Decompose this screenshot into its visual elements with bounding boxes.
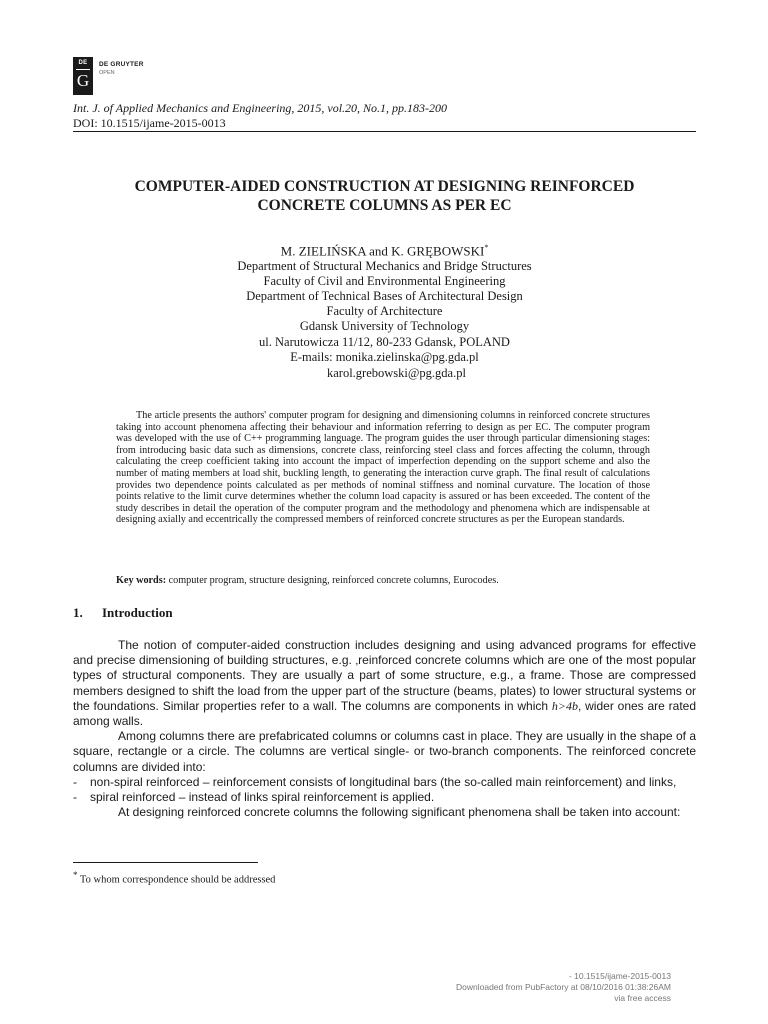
affiliation-line: Department of Structural Mechanics and Bridge Structures [237, 259, 532, 273]
paragraph [73, 638, 696, 729]
section-title: Introduction [102, 605, 173, 620]
keywords-text: computer program, structure designing, reinforced concrete columns, Eurocodes. [166, 575, 499, 586]
stamp-line: via free access [614, 993, 671, 1003]
title-line: CONCRETE COLUMNS AS PER EC [257, 197, 512, 214]
paragraph: Among columns there are prefabricated columns or columns cast in place. They are usually in the shape of a square, rectangle or a circle. The columns are vertical single- or two-branch components. The reinforced concrete columns are divided into: [73, 729, 696, 774]
email-line: E-mails: monika.zielinska@pg.gda.pl [290, 350, 479, 364]
section-heading [73, 605, 173, 621]
abstract [116, 410, 650, 526]
stamp-line: Downloaded from PubFactory at 08/10/2016 01:38:26AM [456, 982, 671, 992]
affiliation-line: ul. Narutowicza 11/12, 80-233 Gdansk, POLAND [259, 335, 510, 349]
body-text [73, 638, 696, 820]
article-title [73, 177, 696, 215]
publisher-sub: OPEN [99, 70, 115, 76]
list-dash: - [73, 790, 77, 805]
list-item [73, 790, 696, 805]
paragraph-text: The notion of computer-aided construction includes designing and using advanced programs for effective and precise dimensioning of building structures, e.g. ‚reinforced concrete columns which are one of the most popular types of structural components. They are usually a part of some structure, e.g., a frame. Those are compressed members designed to shift the load from the upper part of the structure (beams, plates) to lower structural systems or the foundations. Similar properties refer to a wall. The columns are components in which [73, 638, 696, 713]
affiliation-line: Faculty of Architecture [326, 304, 443, 318]
publisher-name [99, 61, 144, 77]
footnote-mark: * [73, 870, 78, 880]
affiliation-line: Faculty of Civil and Environmental Engineering [263, 274, 506, 288]
abstract-text: The article presents the authors' computer program for designing and dimensioning columns in reinforced concrete structures taking into account phenomena affecting their behaviour and information referring to design as per EC. The computer program was developed with the use of C++ programming language. The program guides the user through particular dimensioning stages: from introducing basic data such as dimensions, concrete class, reinforcing steel class and forces affecting the column, through calculating the creep coefficient taking into account the impact of imperfection depending on the support scheme and also the number of mating members at load shit, buckling length, to generating the interaction curve graph. The final result of calculations provides two dependence points calculated as per methods of nominal stiffness and nominal curvature. The location of those points relative to the limit curve determines whether the column load capacity is assured or has been exceeded. The content of the study describes in detail the operation of the computer program and the methodology and phenomena which are indispensable at designing axially and eccentrically the compressed members of reinforced concrete structures as per the European standards. [116, 410, 650, 526]
author-mark: * [484, 243, 489, 252]
header-divider [73, 131, 696, 132]
list-dash: - [73, 774, 77, 789]
email-line-second: karol.grebowski@pg.gda.pl [327, 366, 466, 380]
de-gruyter-logo [73, 57, 93, 95]
logo-letter: G [76, 71, 90, 90]
list-item [73, 775, 696, 790]
math-expression: h>4b [551, 698, 578, 713]
keywords [116, 575, 650, 587]
author-names: M. ZIELIŃSKA and K. GRĘBOWSKI [280, 243, 485, 259]
title-line: COMPUTER-AIDED CONSTRUCTION AT DESIGNING REINFORCED [134, 178, 635, 195]
paragraph-text: , wider ones are rated among walls. [73, 698, 697, 729]
footnote [73, 869, 275, 887]
list-item-text: spiral reinforced – instead of links spiral reinforcement is applied. [90, 790, 435, 805]
footnote-text: To whom correspondence should be addressed [77, 874, 276, 886]
publisher-title: DE GRUYTER [99, 61, 144, 68]
journal-citation: Int. J. of Applied Mechanics and Engineering, 2015, vol.20, No.1, pp.183-200 [73, 101, 448, 115]
doi: DOI: 10.1515/ijame-2015-0013 [73, 116, 226, 130]
list-item-text: non-spiral reinforced – reinforcement consists of longitudinal bars (the so-called main reinforcement) and links, [90, 774, 677, 789]
affiliation-line: Department of Technical Bases of Architectural Design [246, 289, 523, 303]
authors [73, 240, 696, 258]
logo-text-top: DE [78, 60, 88, 66]
download-stamp [456, 971, 671, 1004]
footnote-divider [73, 862, 258, 863]
keywords-label: Key words: [116, 575, 167, 586]
affiliation-line: Gdansk University of Technology [299, 319, 470, 333]
paragraph: At designing reinforced concrete columns the following significant phenomena shall be taken into account: [118, 805, 681, 820]
section-number: 1. [73, 605, 83, 620]
stamp-line: - 10.1515/ijame-2015-0013 [568, 971, 671, 981]
